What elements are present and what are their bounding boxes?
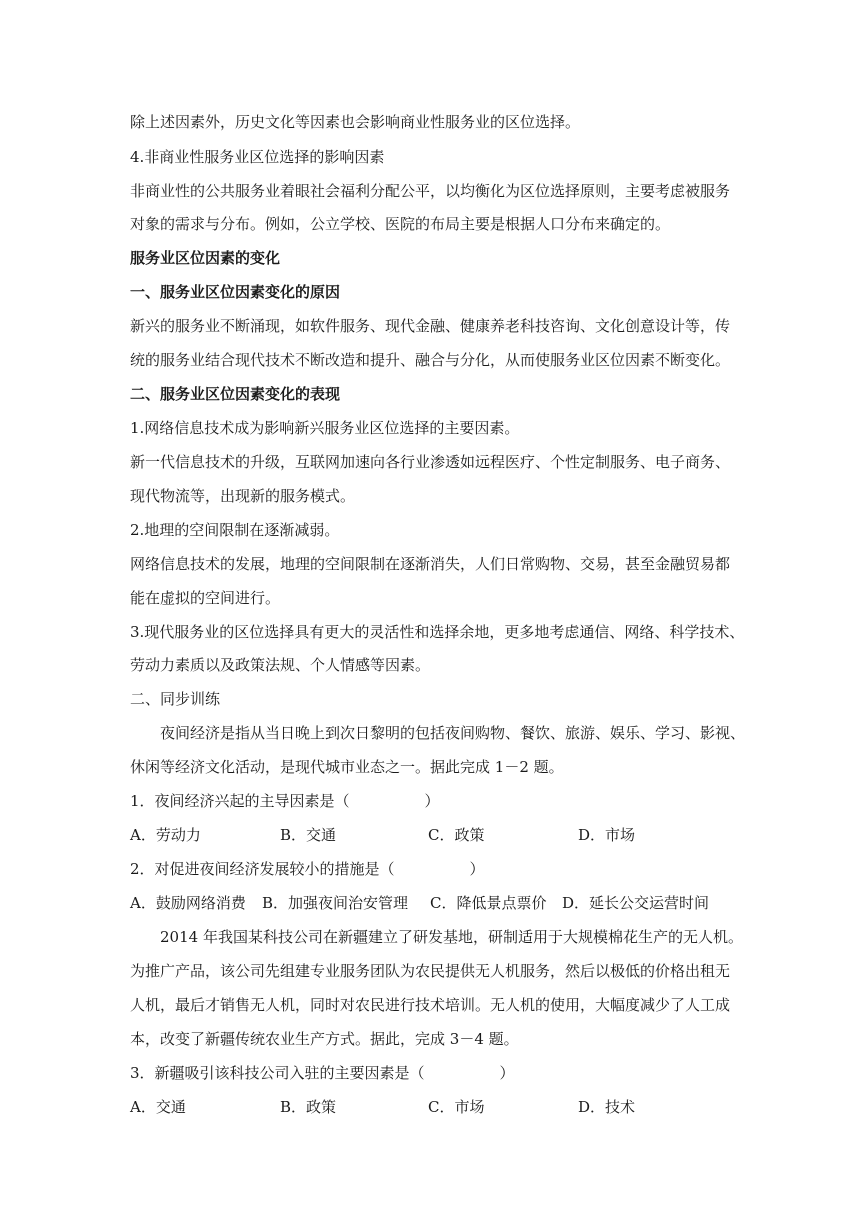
question-2: 2．对促进夜间经济发展较小的措施是（ ） (130, 860, 485, 878)
q2-option-a: A．鼓励网络消费 (130, 894, 246, 912)
q3-option-a: A．交通 (130, 1098, 186, 1116)
q1-option-b: B．交通 (280, 826, 337, 844)
section-heading: 服务业区位因素的变化 (130, 249, 281, 267)
subheading: 4.非商业性服务业区位选择的影响因素 (130, 148, 385, 166)
paragraph-line: 对象的需求与分布。例如，公立学校、医院的布局主要是根据人口分布来确定的。 (130, 215, 671, 233)
section-heading: 二、同步训练 (130, 690, 221, 708)
paragraph-line: 非商业性的公共服务业着眼社会福利分配公平，以均衡化为区位选择原则，主要考虑被服务 (130, 182, 731, 200)
question-3: 3．新疆吸引该科技公司入驻的主要因素是（ ） (130, 1064, 515, 1082)
q2-option-c: C．降低景点票价 (430, 894, 547, 912)
paragraph-line: 网络信息技术的发展，地理的空间限制在逐渐消失，人们日常购物、交易，甚至金融贸易都 (130, 555, 731, 573)
q1-option-c: C．政策 (428, 826, 485, 844)
paragraph-line: 新兴的服务业不断涌现，如软件服务、现代金融、健康养老科技咨询、文化创意设计等，传 (130, 317, 731, 335)
q2-option-d: D．延长公交运营时间 (562, 894, 710, 912)
section-heading: 二、服务业区位因素变化的表现 (130, 385, 341, 403)
paragraph-line: 能在虚拟的空间进行。 (130, 589, 281, 607)
question-1: 1．夜间经济兴起的主导因素是（ ） (130, 792, 440, 810)
q1-option-a: A．劳动力 (130, 826, 201, 844)
passage-line: 夜间经济是指从当日晚上到次日黎明的包括夜间购物、餐饮、旅游、娱乐、学习、影视、 (160, 724, 746, 742)
passage-line: 为推广产品，该公司先组建专业服务团队为农民提供无人机服务，然后以极低的价格出租无 (130, 962, 731, 980)
passage-line: 2014 年我国某科技公司在新疆建立了研发基地，研制适用于大规模棉花生产的无人机。 (160, 928, 743, 946)
q3-option-d: D．技术 (578, 1098, 636, 1116)
paragraph-line: 3.现代服务业的区位选择具有更大的灵活性和选择余地，更多地考虑通信、网络、科学技术、 (130, 623, 745, 641)
passage-line: 本，改变了新疆传统农业生产方式。据此，完成 3－4 题。 (130, 1030, 519, 1048)
q3-option-b: B．政策 (280, 1098, 337, 1116)
paragraph-line: 新一代信息技术的升级，互联网加速向各行业渗透如远程医疗、个性定制服务、电子商务、 (130, 453, 731, 471)
section-heading: 一、服务业区位因素变化的原因 (130, 283, 341, 301)
paragraph-line: 现代物流等，出现新的服务模式。 (130, 487, 356, 505)
q3-option-c: C．市场 (428, 1098, 485, 1116)
paragraph-line: 劳动力素质以及政策法规、个人情感等因素。 (130, 656, 431, 674)
subheading: 1.网络信息技术成为影响新兴服务业区位选择的主要因素。 (130, 419, 520, 437)
passage-line: 休闲等经济文化活动，是现代城市业态之一。据此完成 1－2 题。 (130, 758, 564, 776)
q1-option-d: D．市场 (578, 826, 636, 844)
passage-line: 人机，最后才销售无人机，同时对农民进行技术培训。无人机的使用，大幅度减少了人工成 (130, 996, 731, 1014)
q2-option-b: B．加强夜间治安管理 (262, 894, 409, 912)
paragraph-line: 统的服务业结合现代技术不断改造和提升、融合与分化，从而使服务业区位因素不断变化。 (130, 351, 731, 369)
subheading: 2.地理的空间限制在逐渐减弱。 (130, 521, 340, 539)
paragraph-line: 除上述因素外，历史文化等因素也会影响商业性服务业的区位选择。 (130, 113, 581, 131)
